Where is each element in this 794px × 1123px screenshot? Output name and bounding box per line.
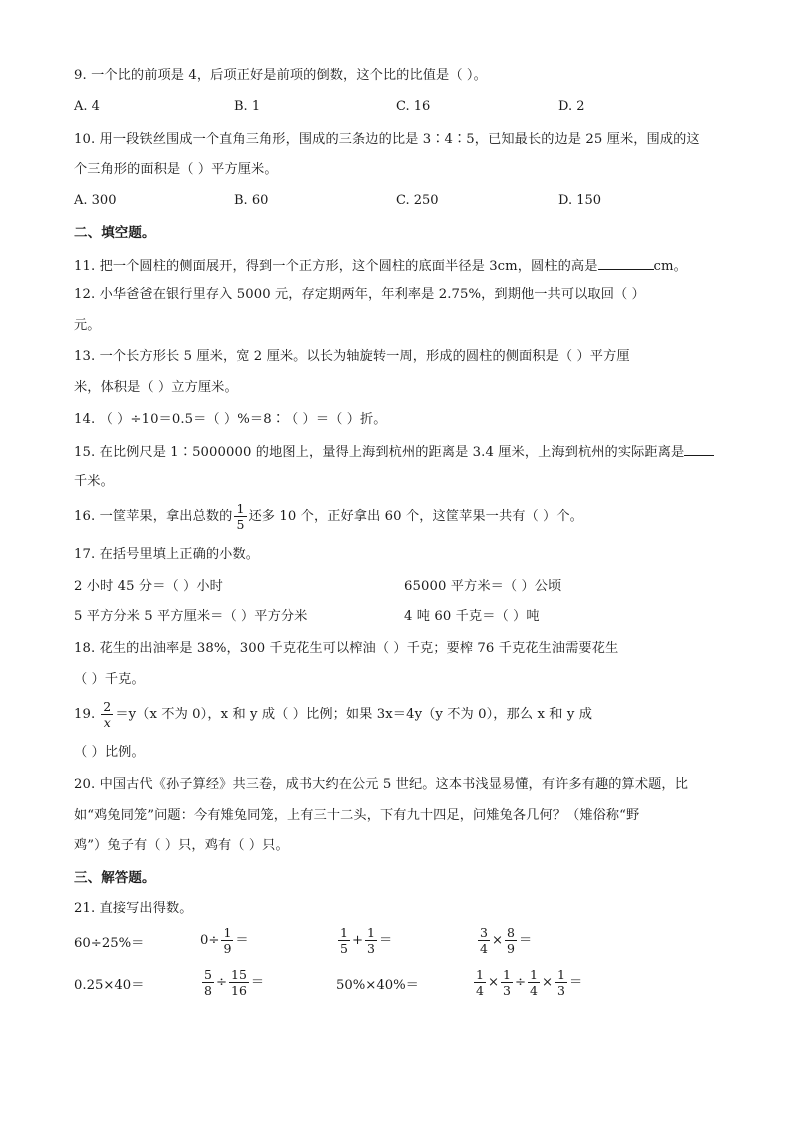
question-20-line-1: 20. 中国古代《孙子算经》共三卷，成书大约在公元 5 世纪。这本书浅显易懂，有许多有趣的算术题，比 [74,777,688,792]
question-12-line-2: 元。 [74,318,101,333]
question-14: 14. （ ）÷10＝0.5＝（ ）%＝8∶（ ）＝（ ）折。 [74,412,387,427]
fraction: $\frac{5}{8}$ [204,967,212,998]
section-2-heading: 二、填空题。 [74,225,156,241]
question-13-line-1: 13. 一个长方形长 5 厘米，宽 2 厘米。以长为轴旋转一周，形成的圆柱的侧面积是（ ）平方厘 [74,349,630,364]
question-17-item-3: 5 平方分米 5 平方厘米＝（ ）平方分米 [74,609,308,624]
question-17-item-1: 2 小时 45 分＝（ ）小时 [74,579,223,594]
question-20-line-3: 鸡”）兔子有（ ）只，鸡有（ ）只。 [74,838,289,853]
calc-6: $\frac{5}{8}$ ÷ $\frac{15}{16}$ ＝ [204,967,265,998]
section-3-heading: 三、解答题。 [74,870,156,886]
answer-blank[interactable] [598,255,654,270]
calc-7: 50%×40%＝ [336,978,419,993]
fraction: $\frac{1}{3}$ [367,925,375,956]
question-10-option-b: B. 60 [234,193,269,208]
calc-5: 0.25×40＝ [74,978,145,993]
calc-2: 0÷ $\frac{1}{9}$ ＝ [200,925,249,956]
question-9-stem: 9. 一个比的前项是 4，后项正好是前项的倒数，这个比的比值是（ ）。 [74,68,487,83]
question-9-option-c: C. 16 [396,99,431,114]
question-16-text-a: 16. 一筐苹果，拿出总数的 [74,509,233,524]
question-13-line-2: 米，体积是（ ）立方厘米。 [74,380,238,395]
question-15-line-2: 千米。 [74,474,114,489]
question-15-text: 15. 在比例尺是 1∶5000000 的地图上，量得上海到杭州的距离是 3.4 厘米，上海到杭州的实际距离是 [74,445,685,460]
question-10-option-a: A. 300 [74,193,117,208]
question-9-option-a: A. 4 [74,99,100,114]
fraction: $\frac{1}{5}$ [236,501,245,532]
fraction: $\frac{3}{4}$ [480,925,488,956]
question-15-line-1 [74,441,714,463]
calc-8: $\frac{1}{4}$ × $\frac{1}{3}$ ÷ $\frac{1}{4}$ × $\frac{1}{3}$ ＝ [476,967,583,998]
question-12-line-1: 12. 小华爸爸在银行里存入 5000 元，存定期两年，年利率是 2.75%，到期他一共可以取回（ ） [74,287,645,302]
question-11 [74,255,687,277]
question-19-text: ＝y（x 不为 0），x 和 y 成（ ）比例；如果 3x＝4y（y 不为 0），那么 x 和 y 成 [115,707,592,722]
fraction: $\frac{15}{16}$ [231,967,247,998]
question-10-line-2: 个三角形的面积是（ ）平方厘米。 [74,162,278,177]
question-11-unit: cm。 [653,259,687,274]
question-18-line-2: （ ）千克。 [74,672,145,687]
question-10-line-1: 10. 用一段铁丝围成一个直角三角形，围成的三条边的比是 3∶4∶5，已知最长的边是 25 厘米，围成的这 [74,132,700,147]
question-18-line-1: 18. 花生的出油率是 38%，300 千克花生可以榨油（ ）千克；要榨 76 千克花生油需要花生 [74,641,619,656]
question-17-stem: 17. 在括号里填上正确的小数。 [74,547,260,562]
question-19-line-2: （ ）比例。 [74,745,145,760]
question-16-text-b: 还多 10 个，正好拿出 60 个，这筐苹果一共有（ ）个。 [248,509,583,524]
fraction: $\frac{1}{3}$ [557,967,565,998]
question-10-option-d: D. 150 [558,193,602,208]
question-17-item-4: 4 吨 60 千克＝（ ）吨 [404,609,540,624]
calc-1: 60÷25%＝ [74,936,145,951]
question-21-stem: 21. 直接写出得数。 [74,901,193,916]
fraction: $\frac{8}{9}$ [507,925,515,956]
question-11-text: 11. 把一个圆柱的侧面展开，得到一个正方形，这个圆柱的底面半径是 3cm，圆柱的高是 [74,259,598,274]
fraction: $\frac{1}{5}$ [340,925,348,956]
fraction: $\frac{1}{3}$ [503,967,511,998]
question-9-option-d: D. 2 [558,99,585,114]
fraction: $\frac{1}{4}$ [530,967,538,998]
question-9-option-b: B. 1 [234,99,261,114]
calc-4: $\frac{3}{4}$ × $\frac{8}{9}$ ＝ [480,925,533,956]
answer-blank[interactable] [684,441,714,456]
calc-3: $\frac{1}{5}$ + $\frac{1}{3}$ ＝ [340,925,393,956]
fraction: $\frac{1}{4}$ [476,967,484,998]
fraction: $\frac{1}{9}$ [223,925,232,956]
question-17-item-2: 65000 平方米＝（ ）公顷 [404,579,562,594]
question-19-number: 19. [74,707,96,722]
question-16 [74,500,583,534]
question-19-line-1 [74,697,592,733]
fraction: $\frac{2}{x}$ [103,699,112,730]
question-20-line-2: 如“鸡兔同笼”问题：今有雉兔同笼，上有三十二头，下有九十四足，问雉兔各几何？（雉俗称“野 [74,808,640,823]
question-10-option-c: C. 250 [396,193,439,208]
